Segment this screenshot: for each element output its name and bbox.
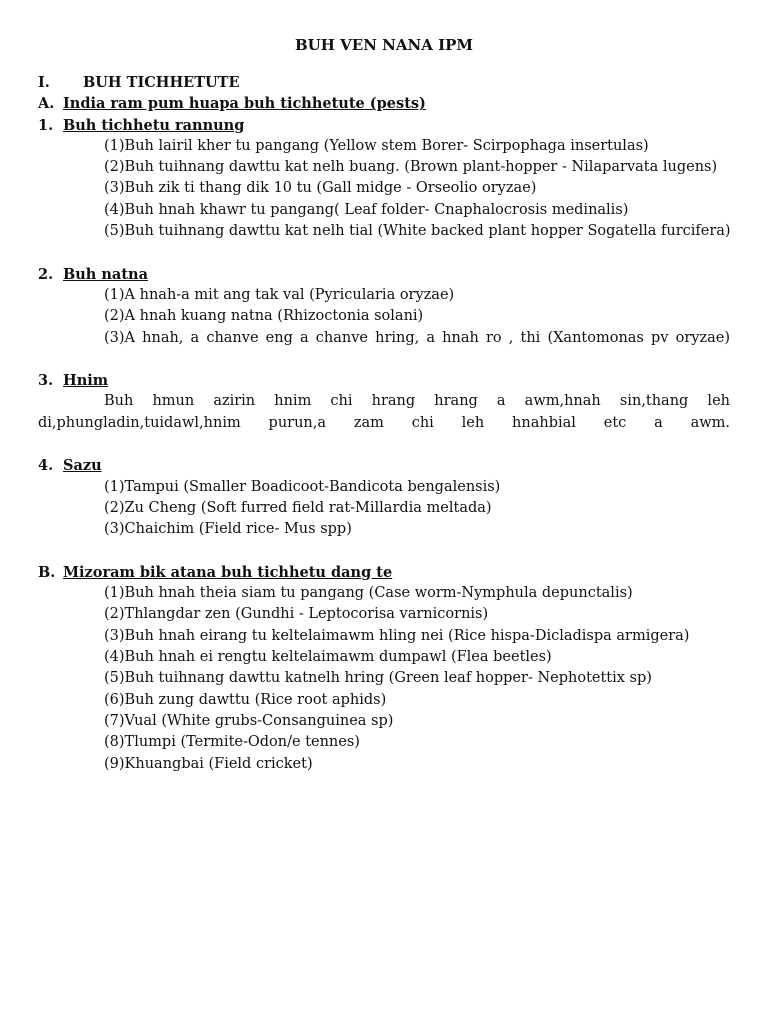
list-item (38, 306, 730, 327)
subsection-a-title: India ram pum huapa buh tichhetute (pests) (63, 95, 426, 113)
list-item (38, 754, 730, 775)
subsection-b-heading (38, 562, 730, 583)
group-1-number: 1. (38, 116, 54, 134)
list-item-text: (1)Tampui (Smaller Boadicoot-Bandicota bengalensis) (104, 478, 501, 495)
list-item-text: (3)A hnah, a chanve eng a chanve hring, a hnah ro , thi (Xantomonas pv oryzae) (104, 329, 730, 346)
list-item-text: (5)Buh tuihnang dawttu katnelh hring (Green leaf hopper- Nephotettix sp) (104, 670, 652, 687)
list-item-text: (5)Buh tuihnang dawttu kat nelh tial (White backed plant hopper Sogatella furcifera) (104, 223, 731, 240)
group-1-heading (38, 115, 730, 136)
list-item (38, 477, 730, 498)
list-item (38, 690, 730, 711)
group-2-number: 2. (38, 265, 54, 283)
spacer (38, 349, 730, 370)
list-item (38, 221, 730, 242)
list-item-text: (2)Thlangdar zen (Gundhi - Leptocorisa varnicornis) (104, 606, 489, 623)
list-item-text: (4)Buh hnah khawr tu pangang( Leaf folder- Cnaphalocrosis medinalis) (104, 201, 629, 218)
paragraph-line (38, 391, 730, 412)
list-item (38, 604, 730, 625)
subsection-b-title: Mizoram bik atana buh tichhetu dang te (63, 563, 393, 581)
list-item (104, 328, 730, 349)
subsection-a-letter: A. (38, 95, 55, 113)
group-2-title: Buh natna (63, 265, 148, 283)
list-item-text: (3)Buh hnah eirang tu keltelaimawm hling nei (Rice hispa-Dicladispa armigera) (104, 627, 690, 644)
group-2-heading (38, 264, 730, 285)
paragraph-text: di,phungladin,tuidawl,hnim purun,a zam chi leh hnahbial etc a awm. (38, 414, 730, 431)
group-3-title: Hnim (63, 372, 109, 390)
list-item-text: (9)Khuangbai (Field cricket) (104, 755, 313, 772)
spacer (38, 541, 730, 562)
list-item (38, 178, 730, 199)
list-item (38, 285, 730, 306)
list-item (38, 519, 730, 540)
subsection-a-heading (38, 93, 730, 114)
list-item-text: (3)Buh zik ti thang dik 10 tu (Gall midge - Orseolio oryzae) (104, 180, 537, 197)
section-number: I. (38, 74, 50, 91)
list-item (38, 498, 730, 519)
list-item-text: (1)Buh hnah theia siam tu pangang (Case worm-Nymphula depunctalis) (104, 585, 633, 602)
list-item (38, 711, 730, 732)
group-4-heading (38, 455, 730, 476)
list-item-text: (2)Zu Cheng (Soft furred field rat-Millardia meltada) (104, 499, 492, 516)
list-item-text: (6)Buh zung dawttu (Rice root aphids) (104, 691, 387, 708)
group-3-heading (38, 370, 730, 391)
section-heading (38, 72, 730, 93)
spacer (38, 242, 730, 263)
list-item (38, 583, 730, 604)
list-item (38, 668, 730, 689)
list-item (38, 157, 730, 178)
group-3-number: 3. (38, 372, 54, 390)
subsection-b-letter: B. (38, 563, 56, 581)
group-4-number: 4. (38, 457, 54, 475)
spacer (38, 434, 730, 455)
group-4-title: Sazu (63, 457, 102, 475)
document-title: BUH VEN NANA IPM (295, 36, 473, 54)
list-item-text: (4)Buh hnah ei rengtu keltelaimawm dumpawl (Flea beetles) (104, 649, 552, 666)
list-item (38, 200, 730, 221)
list-item-text: (1)Buh lairil kher tu pangang (Yellow stem Borer- Scirpophaga insertulas) (104, 137, 649, 154)
list-item-text: (3)Chaichim (Field rice- Mus spp) (104, 521, 352, 538)
group-1-title: Buh tichhetu rannung (63, 116, 245, 134)
list-item (38, 732, 730, 753)
list-item-text: (2)Buh tuihnang dawttu kat nelh buang. (Brown plant-hopper - Nilaparvata lugens) (104, 159, 718, 176)
paragraph-line (38, 413, 730, 434)
list-item-text: (1)A hnah-a mit ang tak val (Pyricularia oryzae) (104, 286, 455, 303)
list-item (38, 136, 730, 157)
list-item-text: (7)Vual (White grubs-Consanguinea sp) (104, 712, 394, 729)
list-item (38, 626, 730, 647)
section-title: BUH TICHHETUTE (83, 74, 240, 91)
paragraph-text: Buh hmun azirin hnim chi hrang hrang a awm,hnah sin,thang leh (104, 393, 730, 410)
list-item-text: (8)Tlumpi (Termite-Odon/e tennes) (104, 734, 360, 751)
list-item-text: (2)A hnah kuang natna (Rhizoctonia solani) (104, 308, 424, 325)
list-item (38, 647, 730, 668)
